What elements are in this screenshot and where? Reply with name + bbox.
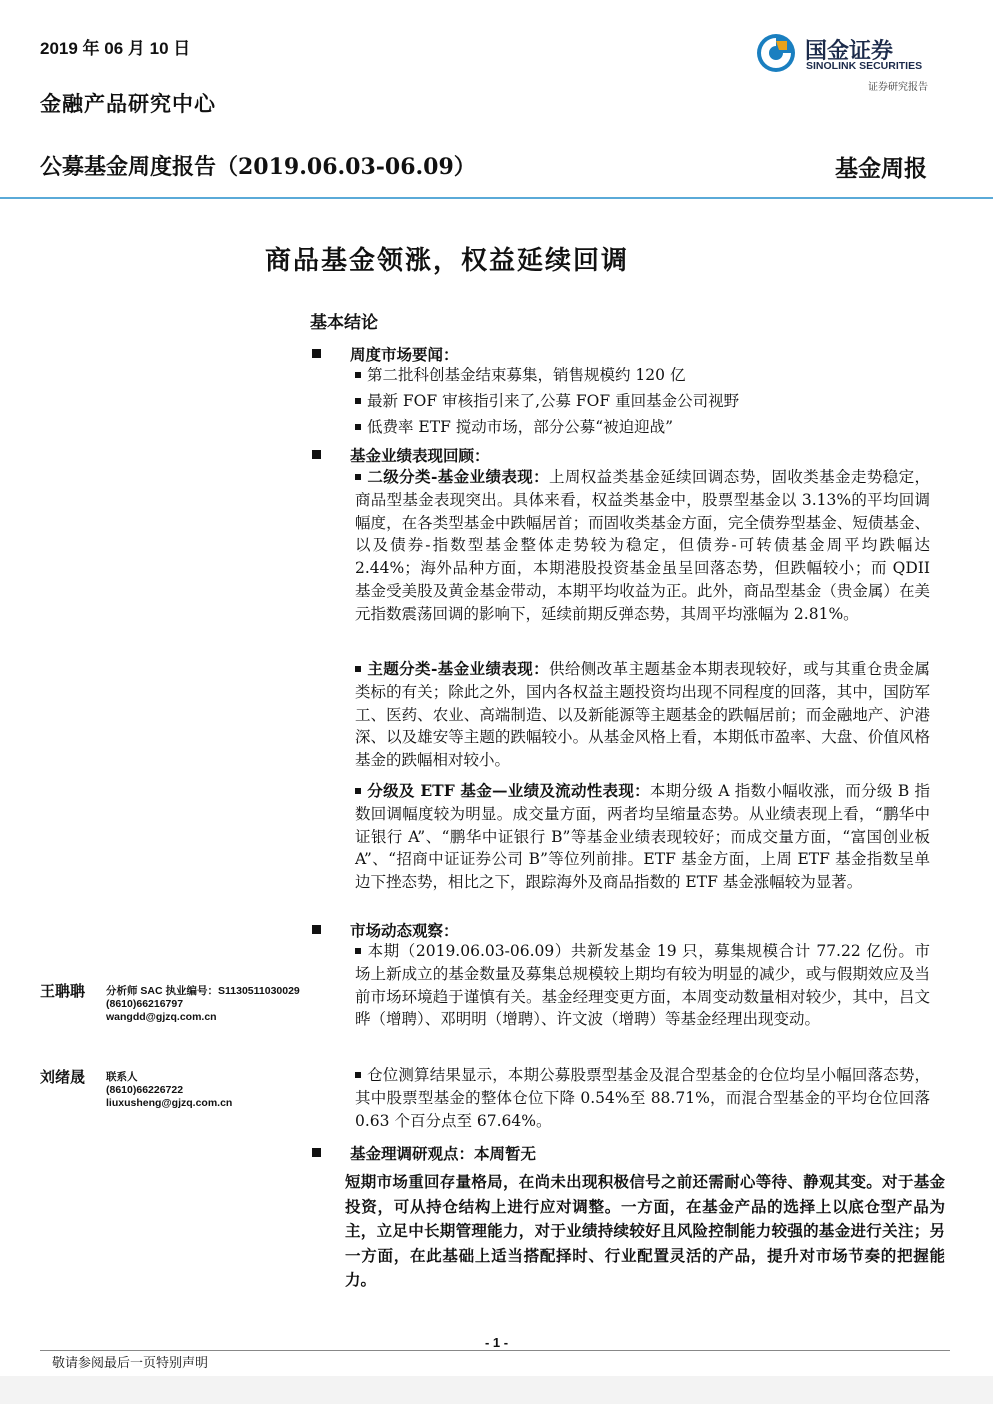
section-heading-market: 市场动态观察： — [350, 921, 459, 940]
logo-name-cn: 国金证券 — [805, 39, 894, 64]
analyst-role: 联系人 — [106, 1071, 138, 1083]
report-date: 2019 年 06 月 10 日 — [40, 39, 191, 58]
analyst-name: 刘绪晟 — [40, 1068, 86, 1086]
footer-divider — [40, 1350, 950, 1351]
analyst-phone: (8610)66226722 — [106, 1084, 184, 1096]
market-paragraph: 本期（2019.06.03-06.09）共新发基金 19 只，募集规模合计 77.22 亿份。市场上新成立的基金数量及募集总规模较上期均有较为明显的减少，或与假期效应及当前市场环境趋于谨慎有关。基金经理变更方面，本周变动数量相对较少，其中，吕文晔（增聘）、邓明明（增聘）、许文波（增聘）等基金经理出现变动。 — [355, 942, 930, 1029]
view-paragraph: 短期市场重回存量格局，在尚未出现积极信号之前还需耐心等待、静观其变。对于基金投资，可从持仓结构上进行应对调整。一方面，在基金产品的选择上以底仓型产品为主，立足中长期管理能力，对于业绩持续较好且风险控制能力较强的基金进行关注；另一方面，在此基础上适当搭配择时、行业配置灵活的产品，提升对市场节奏的把握能力。 — [345, 1172, 945, 1289]
section-heading-performance: 基金业绩表现回顾： — [350, 446, 490, 465]
section-bullet — [312, 450, 321, 459]
page-number: - 1 - — [484, 1335, 509, 1350]
report-type: 基金周报 — [835, 155, 927, 182]
performance-paragraph: 二级分类-基金业绩表现：上周权益类基金延续回调态势，固收类基金走势稳定，商品型基金表现突出。具体来看，权益类基金中，股票型基金以 3.13%的平均回调幅度，在各类型基金中跌幅居首；而固收类基金方面，完全债券型基金、短债基金、以及债券-指数型基金整体走势较为稳定，但债券-可转债基金周平均跌幅达 2.44%；海外品种方面，本期港股投资基金虽呈回落态势，但跌幅较小；而 QDII 基金受美股及黄金基金带动，本期平均收益为正。此外，商品型基金（贵金属）在美元指数震荡回调的影响下，延续前期反弹态势，其周平均涨幅为 2.81%。 — [355, 467, 930, 623]
report-title: 公募基金周度报告（2019.06.03-06.09） — [40, 154, 476, 180]
analyst-role: 分析师 SAC 执业编号：S1130511030029 — [106, 985, 300, 997]
logo-name-en: SINOLINK SECURITIES — [806, 60, 923, 72]
footer-disclaimer: 敬请参阅最后一页特别声明 — [52, 1356, 209, 1371]
header-divider — [0, 197, 993, 199]
analyst-name: 王聃聃 — [40, 982, 86, 1000]
analyst-info — [106, 1071, 232, 1110]
analyst-email[interactable]: wangdd@gjzq.com.cn — [106, 1011, 217, 1023]
analyst-email[interactable]: liuxusheng@gjzq.com.cn — [106, 1097, 233, 1109]
page-bottom-band — [0, 1376, 993, 1404]
headline: 商品基金领涨，权益延续回调 — [265, 246, 630, 276]
position-paragraph: 仓位测算结果显示，本期公募股票型基金及混合型基金的仓位均呈小幅回落态势，其中股票型基金的整体仓位下降 0.54%至 88.71%，而混合型基金的平均仓位回落 0.63 个百分点至 67.64%。 — [355, 1066, 930, 1130]
theme-paragraph: 主题分类-基金业绩表现：供给侧改革主题基金本期表现较好，或与其重仓贵金属类标的有关；除此之外，国内各权益主题投资均出现不同程度的回落，其中，国防军工、医药、农业、高端制造、以及新能源等主题基金的跌幅居前；而金融地产、沪港深、以及雄安等主题的跌幅较小。从基金风格上看，本期低市盈率、大盘、价值风格基金的跌幅相对较小。 — [355, 659, 930, 770]
section-heading-view: 基金理调研观点：本周暂无 — [350, 1144, 537, 1163]
section-bullet — [312, 1148, 321, 1157]
section-bullet — [312, 925, 321, 934]
logo-subtitle: 证券研究报告 — [868, 82, 928, 93]
analyst-info — [106, 985, 300, 1024]
list-item: 低费率 ETF 搅动市场，部分公募“被迫迎战” — [355, 416, 673, 439]
list-item: 第二批科创基金结束募集，销售规模约 120 亿 — [355, 364, 685, 387]
analyst-phone: (8610)66216797 — [106, 998, 184, 1010]
section-heading-news: 周度市场要闻： — [350, 345, 459, 364]
list-item: 最新 FOF 审核指引来了,公募 FOF 重回基金公司视野 — [355, 390, 739, 413]
section-title: 基本结论 — [310, 313, 378, 333]
etf-paragraph: 分级及 ETF 基金—业绩及流动性表现：本期分级 A 指数小幅收涨，而分级 B 指数回调幅度较为明显。成交量方面，两者均呈缩量态势。从业绩表现上看，“鹏华中证银行 A”、“鹏华中证银行 B”等基金业绩表现较好；而成交量方面，“富国创业板 A”、“招商中证证券公司 B”等位列前排。ETF 基金方面，上周 ETF 基金指数呈单边下挫态势，相比之下，跟踪海外及商品指数的 ETF 基金涨幅较为显著。 — [355, 781, 930, 892]
section-bullet — [312, 349, 321, 358]
department-name: 金融产品研究中心 — [40, 91, 216, 116]
